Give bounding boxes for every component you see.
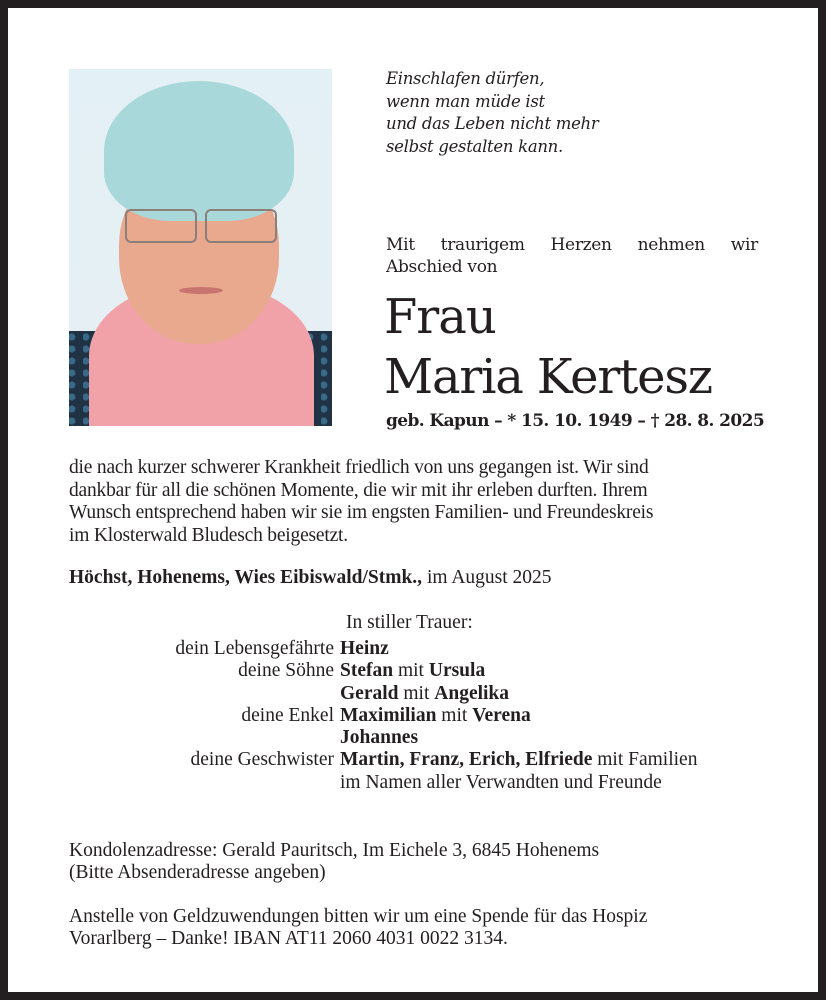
place-date [69, 567, 552, 589]
intro-line: Mit traurigem Herzen nehmen wir [386, 235, 758, 255]
mourner-row [8, 727, 818, 749]
mourner-names: im Namen aller Verwandten und Freunde [340, 771, 662, 793]
place-locations: Höchst, Hohenems, Wies Eibiswald/Stmk., [69, 567, 423, 588]
intro-line: Abschied von [386, 257, 498, 277]
mourner-row [8, 683, 818, 705]
intro-text [386, 234, 758, 278]
donation-line: Vorarlberg – Danke! IBAN AT11 2060 4031 0022 3134. [69, 928, 508, 949]
quote-line: und das Leben nicht mehr [386, 114, 599, 133]
obituary-page [8, 8, 818, 992]
mourners-title: In stiller Trauer: [346, 612, 473, 633]
body-line: Wunsch entsprechend haben wir sie im engsten Familien- und Freundeskreis [69, 502, 654, 523]
mourner-relation [8, 772, 339, 794]
mourner-relation [8, 683, 339, 705]
quote-line: selbst gestalten kann. [386, 136, 563, 156]
mourner-row [8, 705, 818, 727]
mourners-list [8, 638, 818, 794]
photo-mouth [179, 287, 223, 294]
photo-hair [104, 81, 294, 221]
mourner-relation [8, 727, 339, 749]
mourner-row [8, 660, 818, 682]
condolence-line: Kondolenzadresse: Gerald Pauritsch, Im Eichele 3, 6845 Hohenems [69, 840, 600, 861]
mourner-relation: dein Lebensgefährte [175, 638, 334, 659]
deceased-name: Maria Kertesz [384, 349, 712, 405]
mourner-row [8, 772, 818, 794]
mourner-row [8, 749, 818, 771]
photo-glasses [117, 209, 277, 245]
memorial-quote [386, 68, 598, 158]
body-line: die nach kurzer schwerer Krankheit friedlich von uns gegangen ist. Wir sind [69, 457, 649, 478]
mourner-names: Martin, Franz, Erich, Elfriede mit Familien [340, 749, 698, 771]
body-line: dankbar für all die schönen Momente, die wir mit ihr erleben durften. Ihrem [69, 479, 648, 501]
condolence-note: (Bitte Absenderadresse angeben) [69, 862, 326, 883]
mourner-names: Gerald mit Angelika [340, 682, 510, 704]
place-month: im August 2025 [422, 567, 552, 588]
quote-line: wenn man müde ist [386, 91, 545, 111]
condolence-address [69, 840, 599, 884]
mourner-names: Stefan mit Ursula [340, 660, 486, 682]
announcement-body [69, 457, 759, 547]
portrait-photo [69, 69, 332, 426]
mourner-relation: deine Söhne [238, 660, 334, 682]
mourner-relation: deine Geschwister [190, 749, 334, 771]
body-line: im Klosterwald Bludesch beigesetzt. [69, 524, 348, 546]
mourner-names: Johannes [340, 727, 419, 749]
mourner-names: Heinz [340, 638, 389, 659]
mourner-row [8, 638, 818, 660]
salutation: Frau [384, 289, 496, 345]
quote-line: Einschlafen dürfen, [386, 69, 545, 88]
birth-death-dates: geb. Kapun – * 15. 10. 1949 – † 28. 8. 2025 [386, 411, 765, 431]
mourner-relation: deine Enkel [241, 704, 334, 726]
donation-line: Anstelle von Geldzuwendungen bitten wir um eine Spende für das Hospiz [69, 906, 648, 927]
donation-note [69, 906, 647, 950]
mourner-names: Maximilian mit Verena [340, 704, 531, 726]
